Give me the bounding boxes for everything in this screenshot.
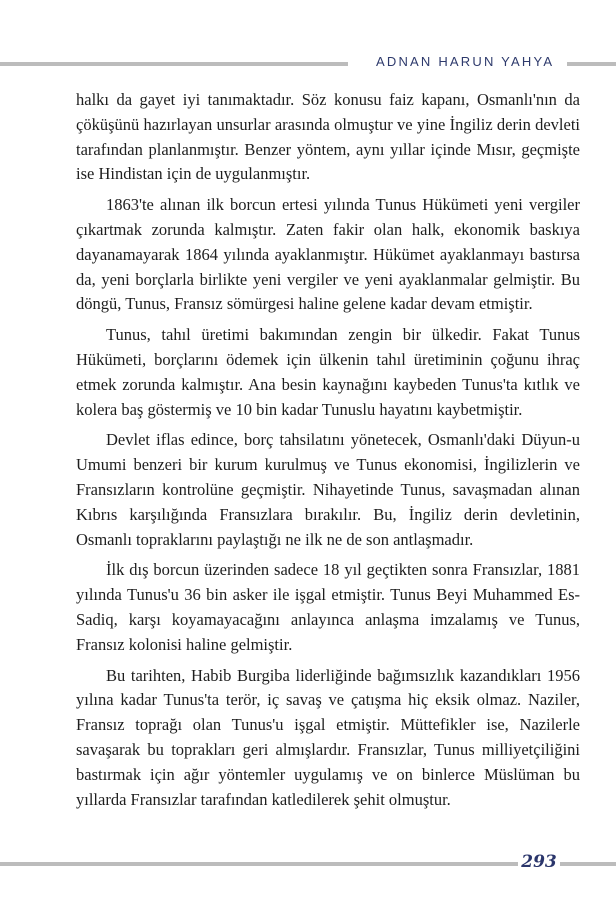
header-rule-right (567, 62, 616, 66)
footer-rule-right (560, 862, 616, 866)
body-paragraph: İlk dış borcun üzerinden sadece 18 yıl geçtikten sonra Fransızlar, 1881 yılında Tunus'u 36 bin asker ile işgal etmiştir. Tunus Beyi Muhammed Es-Sadiq, karşı koyamayacağını anlayınca anlaşma imzalamış ve Tunus, Fransız kolonisi haline gelmiştir. (76, 560, 580, 654)
body-paragraph: Tunus, tahıl üretimi bakımından zengin bir ülkedir. Fakat Tunus Hükümeti, borçlarını ödemek için ülkenin tahıl üretiminin çoğunu ihraç etmek zorunda kalmıştır. Ana besin kaynağını kaybeden Tunus'ta kıtlık ve kolera baş göstermiş ve 10 bin kadar Tunuslu hayatını kaybetmiştir. (76, 325, 580, 419)
header-author-name: ADNAN HARUN YAHYA (376, 54, 555, 69)
body-paragraph: Bu tarihten, Habib Burgiba liderliğinde bağımsızlık kazandıkları 1956 yılına kadar Tunus'ta terör, iç savaş ve çatışma hiç eksik olmaz. Naziler, Fransız toprağı olan Tunus'u işgal etmiştir. Müttefikler ise, Nazilerle savaşarak bu toprakları geri almışlardır. Fransızlar, Tunus milliyetçiliğini bastırmak için ağır yöntemler uygulamış ve on binlerce Müslüman bu yıllarda Fransızlar tarafından katledilerek şehit olmuştur. (76, 665, 580, 809)
body-paragraph: 1863'te alınan ilk borcun ertesi yılında Tunus Hükümeti yeni vergiler çıkartmak zorunda kalmıştır. Zaten fakir olan halk, ekonomik baskıya dayanamayarak 1864 yılında ayaklanmıştır. Hükümet ayaklanmayı bastırsa da, yeni borçlarla birlikte yeni vergiler ve yeni ayaklanmalar gelmiştir. Bu döngü, Tunus, Fransız sömürgesi haline gelene kadar devam etmiştir. (76, 195, 580, 314)
body-paragraph: Devlet iflas edince, borç tahsilatını yönetecek, Osmanlı'daki Düyun-u Umumi benzeri bir kurum kurulmuş ve Tunus ekonomisi, İngilizlerin ve Fransızların kontrolüne geçmiştir. Nihayetinde Tunus, savaşmadan alınan Kıbrıs karşılığında Fransızlara bırakılır. Bu, İngiliz derin devletinin, Osmanlı topraklarını paylaştığı ne ilk ne de son antlaşmadır. (76, 430, 580, 549)
page-number: 293 (521, 852, 557, 872)
running-header (0, 54, 616, 74)
header-rule-left (0, 62, 348, 66)
footer-rule-left (0, 862, 518, 866)
body-text-block (76, 88, 580, 818)
body-paragraph: halkı da gayet iyi tanımaktadır. Söz konusu faiz kapanı, Osmanlı'nın da çöküşünü hazırlayan unsurlar arasında olmuştur ve yine İngiliz derin devleti tarafından planlanmıştır. Benzer yöntem, aynı yıllar içinde Mısır, geçmişte ise Hindistan için de uygulanmıştır. (76, 90, 580, 184)
page-footer (0, 850, 616, 878)
